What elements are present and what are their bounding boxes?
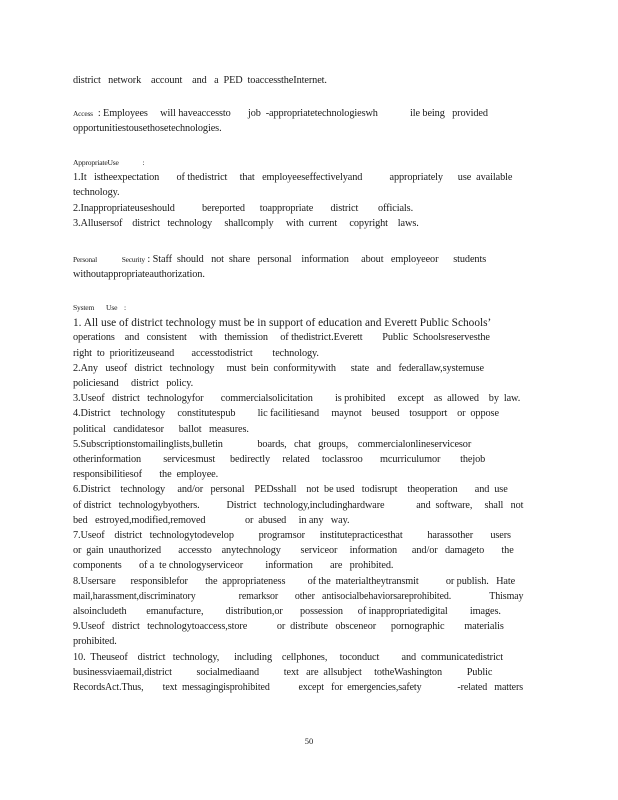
system-use-line-5: policiesand district policy. [73, 378, 194, 390]
system-use-line-15: 7.Useof district technologytodevelop programsor institutepracticesthat harassother users [73, 530, 511, 542]
system-use-line-9: 5.Subscriptionstomailinglists,bulletin boards, chat groups, commercialonlineservicesor [73, 438, 472, 450]
appropriate-use-line-2: technology. [73, 187, 120, 199]
access-heading: Access [73, 109, 93, 118]
system-use-line-10: otherinformation servicesmust bedirectly related toclassroo mcurriculumor thejob [73, 454, 486, 466]
system-use-line-4: 2.Any useof district technology must bein conformitywith state and federallaw,systemuse [73, 362, 484, 374]
system-use-line-25: RecordsAct.Thus, text messagingisprohibited except for emergencies,safety -related matters [73, 682, 523, 694]
system-use-line-24: businessviaemail,district socialmediaand text are allsubject totheWashington Public [73, 666, 493, 678]
appropriate-use-section [73, 155, 533, 231]
system-use-line-6: 3.Useof district technologyfor commercialsolicitation is prohibited except as allowed by law. [73, 393, 521, 405]
intro-block [73, 73, 533, 88]
system-use-line-8: political candidatesor ballot measures. [73, 423, 249, 435]
system-use-line-1: 1. All use of district technology must be in support of education and Everett Public Schools’ [73, 316, 492, 330]
system-use-line-13: of district technologybyothers. District technology,includinghardware and software, shall not [73, 499, 524, 511]
system-use-line-22: prohibited. [73, 636, 117, 648]
system-use-heading: System Use : [73, 303, 126, 312]
system-use-line-21: 9.Useof district technologytoaccess,store or distribute obsceneor pornographic materialis [73, 621, 504, 633]
system-use-line-17: components of a te chnologyserviceor information are prohibited. [73, 560, 394, 572]
system-use-line-14: bed estroyed,modified,removed or abused in any way. [73, 514, 350, 526]
system-use-line-12: 6.District technology and/or personal PEDsshall not be used todisrupt theoperation and use [73, 484, 508, 496]
system-use-line-16: or gain unauthorized accessto anytechnology serviceor information and/or damageto the [73, 545, 514, 557]
system-use-line-18: 8.Usersare responsiblefor the appropriateness of the materialtheytransmit or publish. Hate [73, 575, 516, 587]
page-number: 50 [304, 736, 314, 746]
appropriate-use-heading: AppropriateUse : [73, 158, 145, 167]
system-use-line-11: responsibilitiesof the employee. [73, 469, 219, 481]
system-use-line-20: alsoincludeth emanufacture, distribution,or possession of inappropriatedigital images. [73, 606, 501, 618]
intro-line: district network account and a PED toaccesstheInternet. [73, 75, 327, 86]
personal-security-line-1 [73, 252, 523, 267]
access-line-2: opportunitiestousethosetechnologies. [73, 123, 222, 135]
appropriate-use-line-3: 2.Inappropriateuseshould bereported toappropriate district officials. [73, 202, 414, 214]
system-use-section [73, 300, 533, 695]
system-use-line-19: mail,harassment,discriminatory remarksor other antisocialbehaviorsareprohibited. Thismay [73, 590, 524, 602]
personal-security-text-1: : Staff should not share personal information about employeeor students [147, 254, 487, 265]
personal-security-heading-a: Personal [73, 255, 98, 264]
system-use-line-3: right to prioritizeuseand accesstodistrict technology. [73, 347, 319, 359]
appropriate-use-line-4: 3.Allusersof district technology shallcomply with current copyright laws. [73, 217, 419, 229]
access-line-1 [73, 106, 523, 121]
access-section [73, 106, 533, 136]
system-use-line-7: 4.District technology constitutespub lic facilitiesand maynot beused tosupport or oppose [73, 408, 499, 420]
access-text-1: : Employees will haveaccessto job -appropriatetechnologieswh ile being provided [97, 108, 488, 119]
system-use-line-2: operations and consistent with themission of thedistrict.Everett Public Schoolsreservesthe [73, 332, 490, 344]
system-use-line-23: 10. Theuseof district technology, including cellphones, toconduct and communicatedistrict [73, 651, 503, 663]
personal-security-line-2: withoutappropriateauthorization. [73, 269, 205, 281]
personal-security-section [73, 252, 533, 282]
personal-security-heading-b: Security [121, 255, 145, 264]
appropriate-use-line-1: 1.It istheexpectation of thedistrict that employeeseffectivelyand appropriately use available [73, 172, 513, 184]
